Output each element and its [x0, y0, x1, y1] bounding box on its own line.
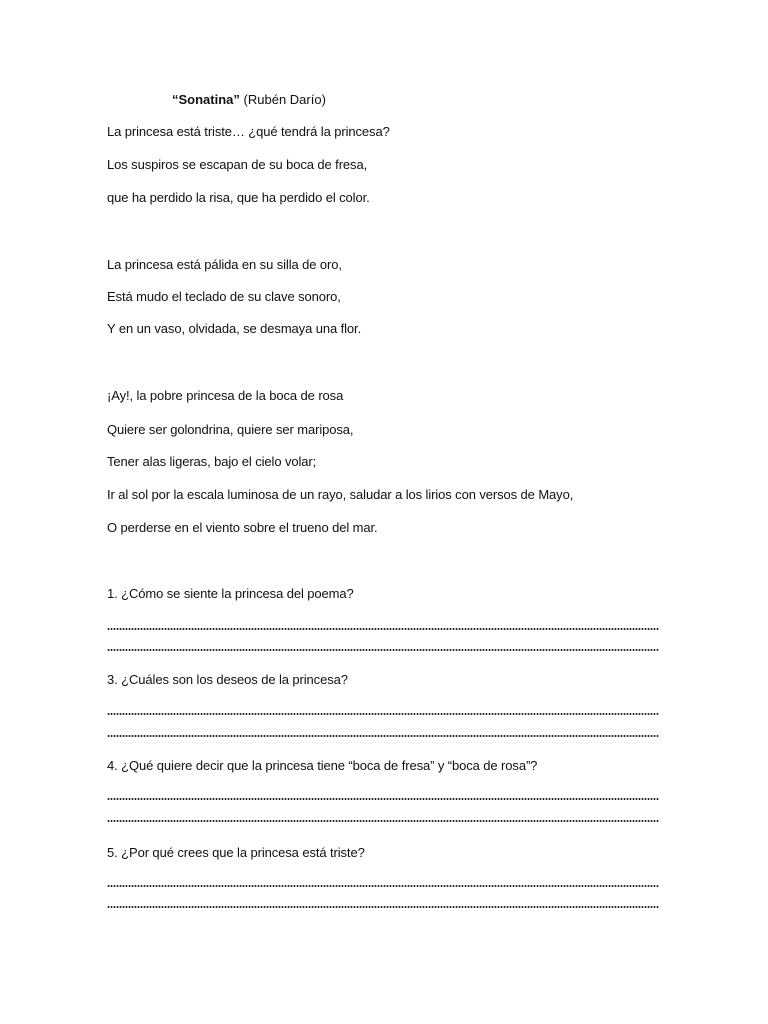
- poem-name: “Sonatina”: [172, 92, 240, 107]
- poem-verse: ¡Ay!, la pobre princesa de la boca de rosa: [107, 388, 344, 403]
- poem-verse: Ir al sol por la escala luminosa de un rayo, saludar a los lirios con versos de Mayo,: [107, 487, 574, 502]
- poem-verse: Los suspiros se escapan de su boca de fresa,: [107, 157, 368, 172]
- poem-title: [172, 92, 326, 107]
- poem-verse: Está mudo el teclado de su clave sonoro,: [107, 289, 341, 304]
- poem-verse: que ha perdido la risa, que ha perdido el color.: [107, 190, 370, 205]
- poem-author: (Rubén Darío): [243, 92, 326, 107]
- answer-line: [107, 649, 659, 651]
- question-5: 5. ¿Por qué crees que la princesa está triste?: [107, 845, 365, 860]
- question-4: 4. ¿Qué quiere decir que la princesa tiene “boca de fresa” y “boca de rosa”?: [107, 758, 538, 773]
- answer-line: [107, 906, 659, 908]
- answer-line: [107, 798, 659, 800]
- poem-verse: La princesa está pálida en su silla de oro,: [107, 257, 342, 272]
- poem-verse: Quiere ser golondrina, quiere ser mariposa,: [107, 422, 354, 437]
- answer-line: [107, 628, 659, 630]
- question-1: 1. ¿Cómo se siente la princesa del poema?: [107, 586, 354, 601]
- poem-verse: O perderse en el viento sobre el trueno del mar.: [107, 520, 378, 535]
- question-3: 3. ¿Cuáles son los deseos de la princesa?: [107, 672, 348, 687]
- poem-verse: Tener alas ligeras, bajo el cielo volar;: [107, 454, 317, 469]
- poem-verse: La princesa está triste… ¿qué tendrá la princesa?: [107, 124, 390, 139]
- poem-verse: Y en un vaso, olvidada, se desmaya una flor.: [107, 321, 362, 336]
- answer-line: [107, 735, 659, 737]
- answer-line: [107, 820, 659, 822]
- answer-line: [107, 885, 659, 887]
- answer-line: [107, 713, 659, 715]
